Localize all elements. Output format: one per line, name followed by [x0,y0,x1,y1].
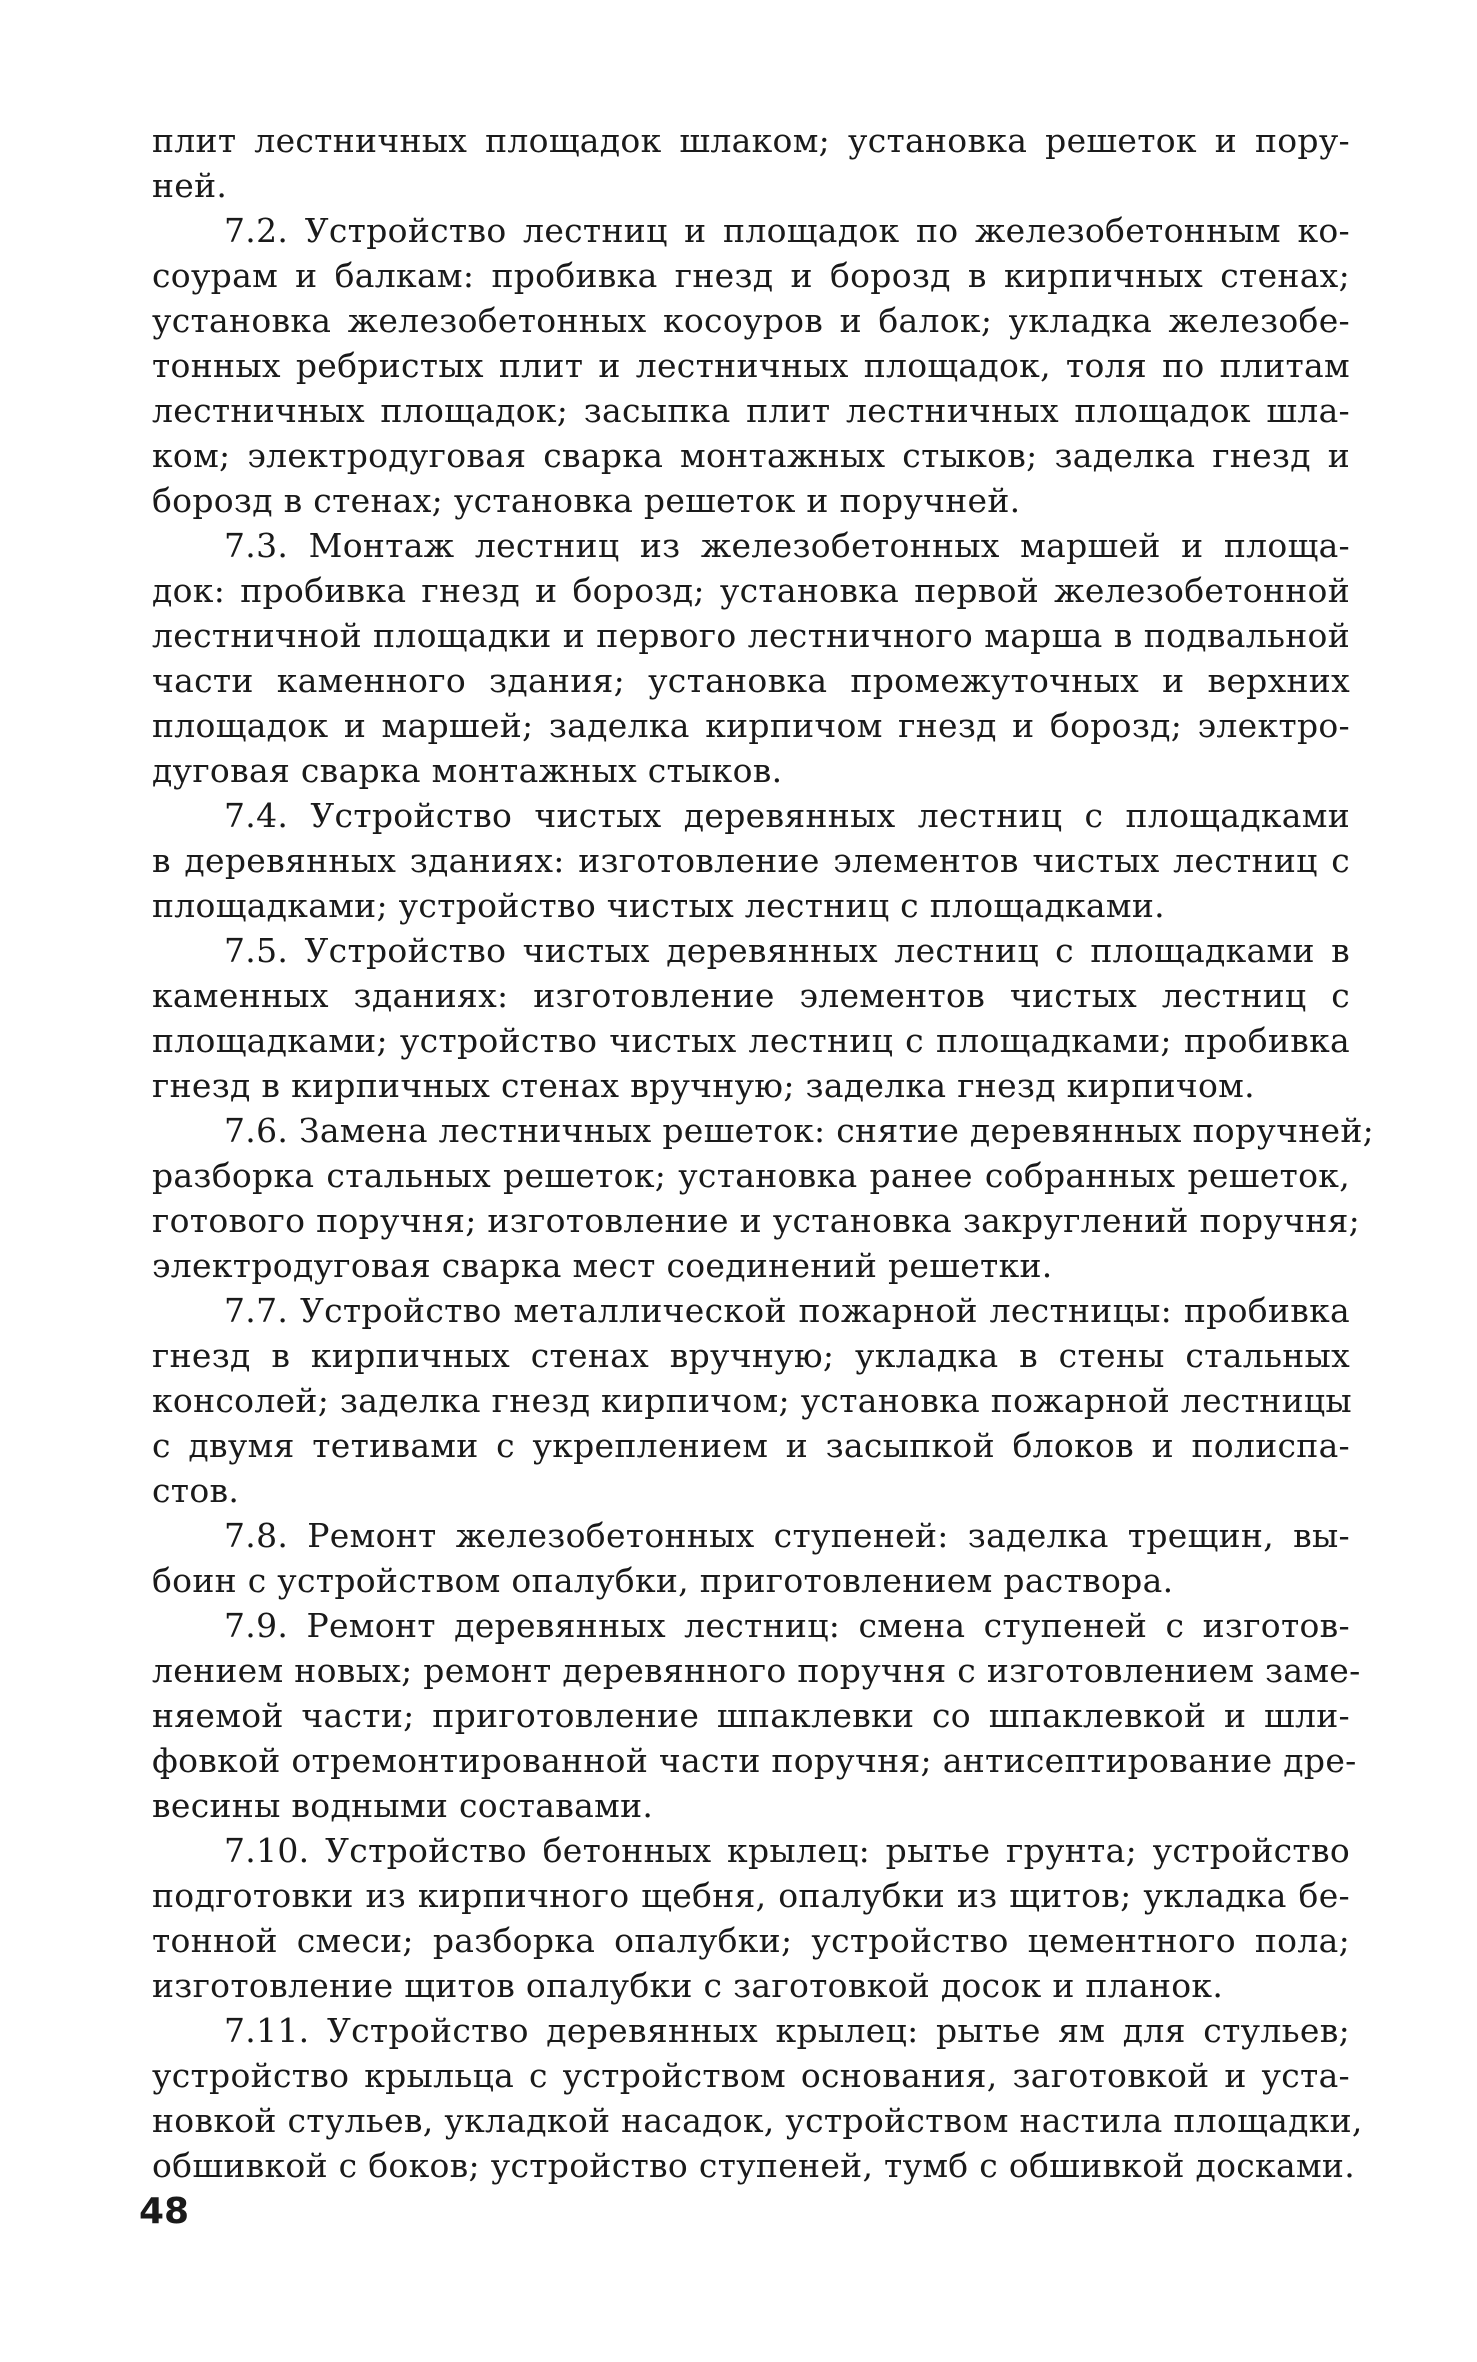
text-line: электродуговая сварка мест соединений решетки. [152,1246,1053,1285]
text-line: с двумя тетивами с укреплением и засыпкой блоков и полиспа- [152,1426,1350,1465]
text-line: площадками; устройство чистых лестниц с площадками; пробивка [152,1021,1350,1060]
text-line: боин с устройством опалубки, приготовлением раствора. [152,1561,1174,1600]
text-line: стов. [152,1471,240,1510]
text-line: обшивкой с боков; устройство ступеней, тумб с обшивкой досками. [152,2146,1355,2185]
text-line: площадок и маршей; заделка кирпичом гнезд и борозд; электро- [152,706,1350,745]
text-line: ней. [152,166,228,205]
text-line: лестничной площадки и первого лестничного марша в подвальной [152,616,1350,655]
text-line: весины водными составами. [152,1786,654,1825]
paragraph-7-7-start: 7.7. Устройство металлической пожарной лестницы: пробивка [224,1291,1350,1330]
text-line: новкой стульев, укладкой насадок, устройством настила площадки, [152,2101,1363,2140]
text-line: плит лестничных площадок шлаком; установка решеток и пору- [152,121,1350,160]
text-line: установка железобетонных косоуров и балок; укладка железобе- [152,301,1350,340]
text-line: части каменного здания; установка промежуточных и верхних [152,661,1350,700]
text-line: гнезд в кирпичных стенах вручную; укладка в стены стальных [152,1336,1350,1375]
text-line: тонной смеси; разборка опалубки; устройство цементного пола; [152,1921,1350,1960]
text-line: площадками; устройство чистых лестниц с площадками. [152,886,1165,925]
text-line: няемой части; приготовление шпаклевки со шпаклевкой и шли- [152,1696,1350,1735]
text-line: устройство крыльца с устройством основания, заготовкой и уста- [152,2056,1350,2095]
text-line: фовкой отремонтированной части поручня; антисептирование дре- [152,1741,1357,1780]
text-line: лением новых; ремонт деревянного поручня с изготовлением заме- [152,1651,1361,1690]
text-line: каменных зданиях: изготовление элементов чистых лестниц с [152,976,1350,1015]
text-line: дуговая сварка монтажных стыков. [152,751,783,790]
text-line: подготовки из кирпичного щебня, опалубки из щитов; укладка бе- [152,1876,1350,1915]
text-line: консолей; заделка гнезд кирпичом; установка пожарной лестницы [152,1381,1352,1420]
page-number: 48 [139,2191,190,2232]
paragraph-7-6-start: 7.6. Замена лестничных решеток: снятие деревянных поручней; [224,1111,1375,1150]
paragraph-7-9-start: 7.9. Ремонт деревянных лестниц: смена ступеней с изготов- [224,1606,1350,1645]
text-line: соурам и балкам: пробивка гнезд и борозд в кирпичных стенах; [152,256,1350,295]
paragraph-7-3-start: 7.3. Монтаж лестниц из железобетонных маршей и площа- [224,526,1350,565]
text-line: ком; электродуговая сварка монтажных стыков; заделка гнезд и [152,436,1350,475]
text-line: изготовление щитов опалубки с заготовкой досок и планок. [152,1966,1224,2005]
text-line: док: пробивка гнезд и борозд; установка первой железобетонной [152,571,1350,610]
page-text-body [152,118,1375,2188]
paragraph-7-10-start: 7.10. Устройство бетонных крылец: рытье грунта; устройство [224,1831,1350,1870]
paragraph-7-8-start: 7.8. Ремонт железобетонных ступеней: заделка трещин, вы- [224,1516,1350,1555]
paragraph-7-2-start: 7.2. Устройство лестниц и площадок по железобетонным ко- [224,211,1350,250]
text-line: борозд в стенах; установка решеток и поручней. [152,481,1021,520]
paragraph-7-5-start: 7.5. Устройство чистых деревянных лестниц с площадками в [224,931,1350,970]
paragraph-7-11-start: 7.11. Устройство деревянных крылец: рытье ям для стульев; [224,2011,1350,2050]
text-line: гнезд в кирпичных стенах вручную; заделка гнезд кирпичом. [152,1066,1255,1105]
text-line: готового поручня; изготовление и установка закруглений поручня; [152,1201,1361,1240]
text-line: лестничных площадок; засыпка плит лестничных площадок шла- [152,391,1350,430]
text-line: в деревянных зданиях: изготовление элементов чистых лестниц с [152,841,1350,880]
text-line: разборка стальных решеток; установка ранее собранных решеток, [152,1156,1350,1195]
text-line: тонных ребристых плит и лестничных площадок, толя по плитам [152,346,1350,385]
paragraph-7-4-start: 7.4. Устройство чистых деревянных лестниц с площадками [224,796,1350,835]
